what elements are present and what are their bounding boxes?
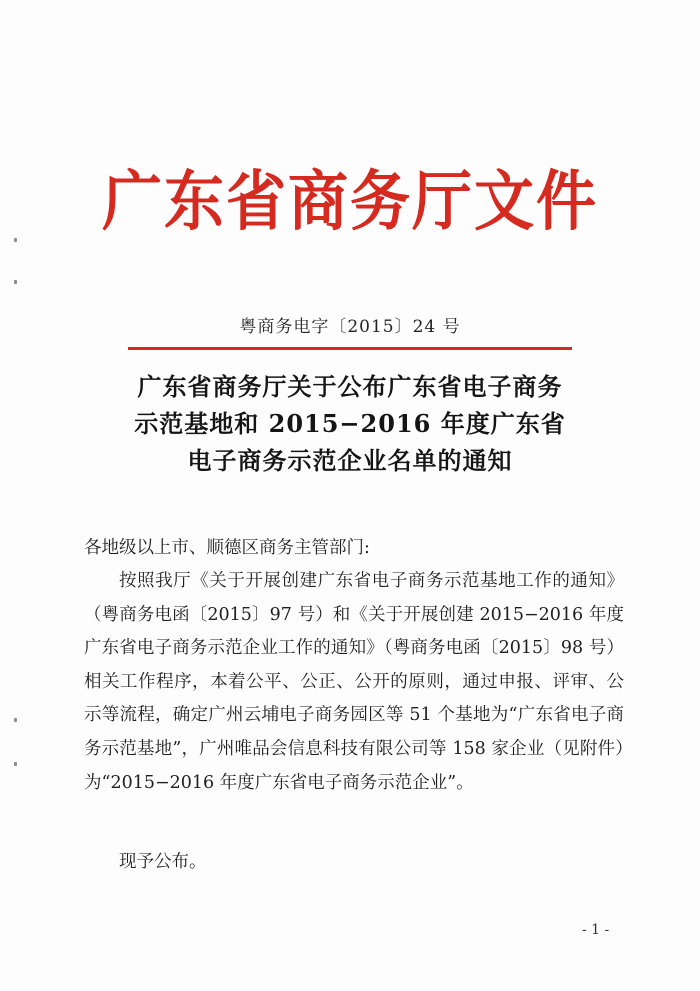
closing-statement: 现予公布。 bbox=[119, 852, 207, 872]
binding-hole-mark bbox=[14, 718, 17, 722]
notice-title bbox=[0, 368, 700, 479]
body-paragraph: 按照我厅《关于开展创建广东省电子商务示范基地工作的通知》（粤商务电函〔2015〕97 号）和《关于开展创建 2015−2016 年度广东省电子商务示范企业工作的通知》（粤商务电函〔2015〕98 号）相关工作程序，本着公平、公正、公开的原则，通过申报、评审、公示等流程，确定广州云埔电子商务园区等 51 个基地为“广东省电子商务示范基地”，广州唯品会信息科技有限公司等 158 家企业（见附件）为“2015−2016 年度广东省电子商务示范企业”。 bbox=[84, 571, 624, 793]
salutation: 各地级以上市、顺德区商务主管部门: bbox=[84, 538, 370, 558]
notice-title-line: 示范基地和 2015−2016 年度广东省 bbox=[134, 409, 566, 438]
red-divider-line bbox=[128, 347, 572, 350]
binding-hole-mark bbox=[14, 762, 17, 766]
notice-title-line: 电子商务示范企业名单的通知 bbox=[187, 446, 513, 475]
document-number: 粤商务电字〔2015〕24 号 bbox=[239, 317, 461, 337]
agency-header-title: 广东省商务厅文件 bbox=[102, 164, 598, 240]
binding-hole-mark bbox=[14, 280, 17, 284]
notice-title-line: 广东省商务厅关于公布广东省电子商务 bbox=[137, 372, 563, 401]
page-number: - 1 - bbox=[582, 922, 610, 938]
